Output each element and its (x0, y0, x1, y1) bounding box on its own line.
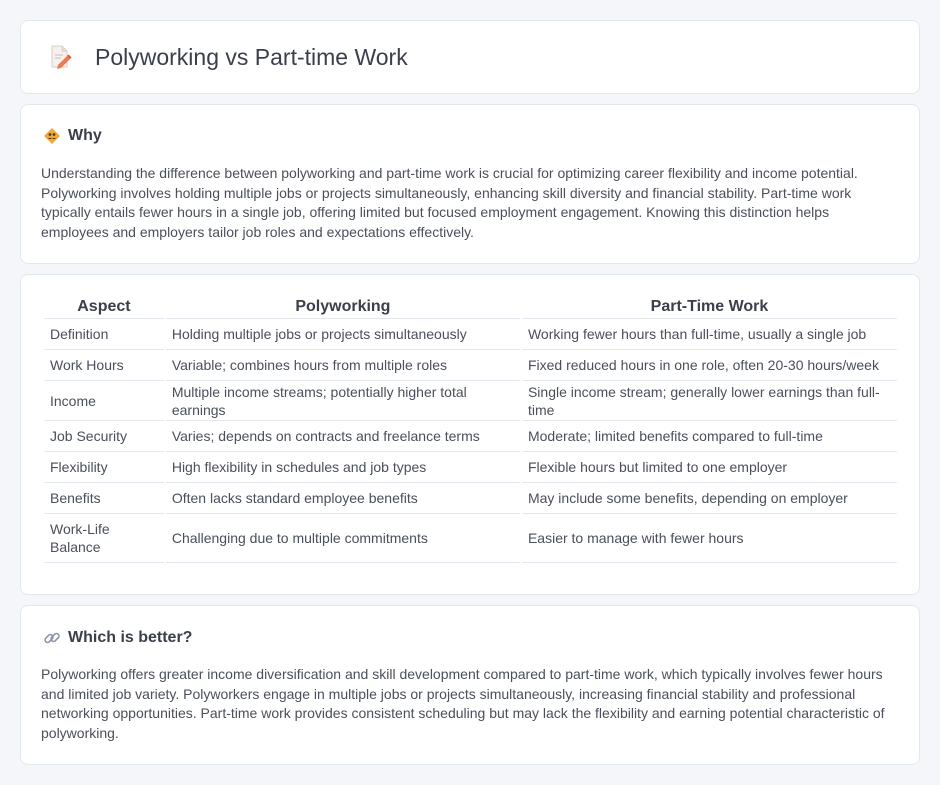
better-header (43, 629, 192, 647)
cell-aspect: Benefits (44, 483, 164, 514)
header-aspect: Aspect (44, 293, 164, 319)
cell-polyworking: Holding multiple jobs or projects simultaneously (166, 319, 520, 350)
cell-part-time: Moderate; limited benefits compared to full-time (522, 421, 897, 452)
table-row (44, 483, 897, 514)
cell-part-time: May include some benefits, depending on employer (522, 483, 897, 514)
cell-aspect: Flexibility (44, 452, 164, 483)
link-icon (43, 629, 61, 647)
cell-part-time: Easier to manage with fewer hours (522, 514, 897, 563)
table-row (44, 514, 897, 563)
cell-part-time: Flexible hours but limited to one employer (522, 452, 897, 483)
table-row (44, 421, 897, 452)
why-section (20, 104, 920, 264)
comparison-table (42, 293, 899, 563)
better-heading: Which is better? (68, 629, 193, 646)
better-text: Polyworking offers greater income diversification and skill development compared to part-time work, which typically involves fewer hours and limited job variety. Polyworkers engage in multiple jobs or projects simultaneously, increasing financial stability and professional networking opportunities. Part-time work provides consistent scheduling but may lack the flexibility and earning potential characteristic of polyworking. (41, 666, 885, 741)
header-part-time: Part-Time Work (522, 293, 897, 319)
cell-aspect: Income (44, 381, 164, 421)
cell-polyworking: Challenging due to multiple commitments (166, 514, 520, 563)
cell-polyworking: Varies; depends on contracts and freelance terms (166, 421, 520, 452)
cell-aspect: Work Hours (44, 350, 164, 381)
which-is-better-section (20, 605, 920, 765)
why-heading: Why (68, 127, 102, 144)
why-text: Understanding the difference between polyworking and part-time work is crucial for optimizing career flexibility and income potential. Polyworking involves holding multiple jobs or projects simultaneously, enhancing skill diversity and financial stability. Part-time work typically entails fewer hours in a single job, offering limited but focused employment engagement. Knowing this distinction helps employees and employers tailor job roles and expectations effectively. (41, 165, 858, 240)
header-polyworking: Polyworking (166, 293, 520, 319)
cell-aspect: Job Security (44, 421, 164, 452)
table-row (44, 350, 897, 381)
cell-part-time: Fixed reduced hours in one role, often 20-30 hours/week (522, 350, 897, 381)
table-header-row (44, 293, 897, 319)
diamond-people-icon (43, 127, 61, 145)
cell-polyworking: Often lacks standard employee benefits (166, 483, 520, 514)
table-row (44, 319, 897, 350)
table-row (44, 452, 897, 483)
cell-polyworking: Variable; combines hours from multiple roles (166, 350, 520, 381)
cell-aspect: Definition (44, 319, 164, 350)
cell-part-time: Single income stream; generally lower earnings than full-time (522, 381, 897, 421)
cell-polyworking: Multiple income streams; potentially higher total earnings (166, 381, 520, 421)
page-title: Polyworking vs Part-time Work (95, 43, 408, 70)
cell-aspect: Work-Life Balance (44, 514, 164, 563)
table-row (44, 381, 897, 421)
comparison-table-card (20, 274, 920, 595)
why-header (43, 127, 102, 145)
document-pencil-icon (47, 44, 73, 70)
cell-part-time: Working fewer hours than full-time, usually a single job (522, 319, 897, 350)
cell-polyworking: High flexibility in schedules and job types (166, 452, 520, 483)
title-card (20, 20, 920, 94)
